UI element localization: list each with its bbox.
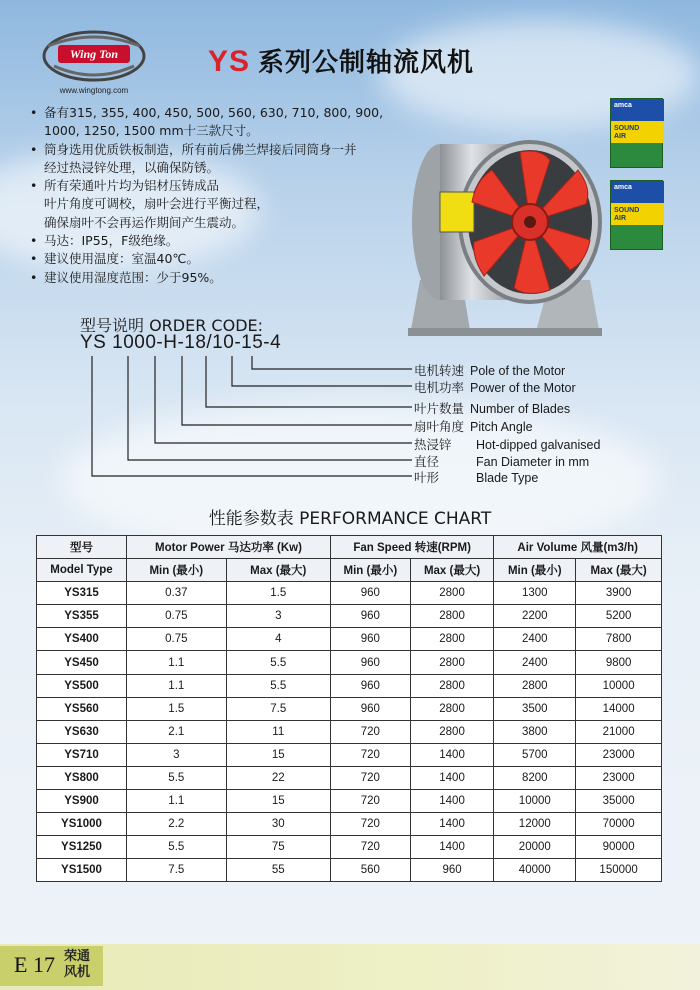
legend-cn: 叶形	[414, 470, 440, 485]
header-min: Min (最小)	[330, 559, 410, 582]
cell-model: YS710	[37, 743, 127, 766]
legend-en: Fan Diameter in mm	[476, 455, 590, 469]
table-row	[37, 605, 662, 628]
performance-table	[36, 535, 662, 882]
cell-speed-min: 960	[330, 628, 410, 651]
cell-power-min: 2.2	[127, 813, 227, 836]
cell-speed-max: 1400	[410, 813, 494, 836]
amca-sound-certification-icon	[610, 180, 663, 250]
cell-speed-max: 2800	[410, 628, 494, 651]
cell-air-max: 150000	[576, 859, 662, 882]
table-row	[37, 582, 662, 605]
table-row	[37, 766, 662, 789]
legend-cn: 直径	[414, 454, 440, 469]
cell-speed-max: 2800	[410, 651, 494, 674]
cell-air-max: 35000	[576, 790, 662, 813]
cell-model: YS1000	[37, 813, 127, 836]
legend-pitch-angle	[414, 417, 533, 435]
cell-speed-max: 1400	[410, 766, 494, 789]
feature-line: 马达：IP55，F级绝缘。	[44, 233, 179, 249]
cell-power-max: 55	[226, 859, 330, 882]
cell-speed-min: 720	[330, 720, 410, 743]
cell-model: YS355	[37, 605, 127, 628]
legend-en: Number of Blades	[470, 402, 571, 416]
header-max: Max (最大)	[410, 559, 494, 582]
header-max: Max (最大)	[576, 559, 662, 582]
cell-air-min: 3800	[494, 720, 576, 743]
table-row	[37, 651, 662, 674]
cell-model: YS630	[37, 720, 127, 743]
cell-air-min: 2200	[494, 605, 576, 628]
cell-speed-max: 1400	[410, 743, 494, 766]
legend-hot-dipped	[414, 435, 600, 453]
cell-air-min: 8200	[494, 766, 576, 789]
cell-power-min: 5.5	[127, 766, 227, 789]
legend-en: Hot-dipped galvanised	[476, 438, 601, 452]
cell-speed-min: 720	[330, 790, 410, 813]
cell-speed-min: 720	[330, 836, 410, 859]
footer-brand-line: 风机	[64, 965, 91, 980]
feature-line: 所有荣通叶片均为铝材压铸成品	[44, 178, 220, 194]
website-url: www.wingtong.com	[59, 86, 129, 95]
legend-cn: 热浸锌	[414, 437, 452, 452]
cell-power-min: 5.5	[127, 836, 227, 859]
feature-line: 建议使用温度：室温40℃。	[44, 251, 199, 267]
cell-model: YS900	[37, 790, 127, 813]
cell-model: YS800	[37, 766, 127, 789]
feature-line: 筒身选用优质铁板制造，所有前后佛兰焊接后同筒身一并	[44, 141, 357, 157]
bullet-icon: •	[30, 269, 38, 285]
table-row	[37, 628, 662, 651]
cell-power-max: 1.5	[226, 582, 330, 605]
feature-line: 备有315, 355, 400, 450, 500, 560, 630, 710, 800, 900,	[44, 105, 384, 120]
cell-speed-max: 2800	[410, 605, 494, 628]
page-title	[208, 42, 474, 79]
cell-air-max: 5200	[576, 605, 662, 628]
table-body	[37, 582, 662, 882]
legend-pole-of-motor	[414, 361, 565, 379]
cell-speed-min: 720	[330, 766, 410, 789]
cell-power-min: 1.5	[127, 697, 227, 720]
cell-power-max: 15	[226, 743, 330, 766]
table-subheader-row	[37, 559, 662, 582]
cell-speed-min: 720	[330, 813, 410, 836]
feature-line: 建议使用湿度范围：少于95%。	[44, 269, 222, 285]
cell-power-max: 15	[226, 790, 330, 813]
table-row	[37, 697, 662, 720]
legend-cn: 扇叶角度	[414, 419, 465, 434]
cell-air-min: 2400	[494, 651, 576, 674]
cell-air-min: 2400	[494, 628, 576, 651]
cell-air-min: 20000	[494, 836, 576, 859]
cell-speed-max: 2800	[410, 674, 494, 697]
feature-item	[30, 232, 410, 250]
cell-speed-min: 960	[330, 651, 410, 674]
table-row	[37, 743, 662, 766]
cell-speed-max: 2800	[410, 697, 494, 720]
header-fan-speed: Fan Speed 转速(RPM)	[330, 536, 493, 559]
cert-text: SOUND	[614, 207, 640, 214]
cell-air-min: 1300	[494, 582, 576, 605]
feature-line: 1000, 1250, 1500 mm十三款尺寸。	[44, 123, 259, 139]
cell-speed-min: 960	[330, 605, 410, 628]
legend-power-of-motor	[414, 378, 576, 396]
cell-air-min: 3500	[494, 697, 576, 720]
bullet-icon: •	[30, 178, 38, 194]
bullet-icon: •	[30, 251, 38, 267]
legend-number-of-blades	[414, 399, 570, 417]
legend-cn: 电机转速	[414, 363, 465, 378]
brand-logo	[40, 26, 148, 84]
cell-speed-max: 2800	[410, 582, 494, 605]
bullet-icon: •	[30, 233, 38, 249]
legend-cn: 叶片数量	[414, 401, 465, 416]
legend-en: Pole of the Motor	[470, 364, 566, 378]
cell-power-max: 22	[226, 766, 330, 789]
feature-item	[30, 104, 410, 141]
brand-logo-text: Wing Ton	[69, 47, 119, 61]
cell-speed-min: 960	[330, 582, 410, 605]
legend-cn: 电机功率	[414, 380, 465, 395]
cell-air-min: 40000	[494, 859, 576, 882]
cell-air-min: 12000	[494, 813, 576, 836]
cell-speed-max: 2800	[410, 720, 494, 743]
header-air-volume: Air Volume 风量(m3/h)	[494, 536, 662, 559]
cell-power-min: 7.5	[127, 859, 227, 882]
feature-line: 叶片角度可调校，扇叶会进行平衡过程，	[44, 196, 270, 212]
page-number: E 17	[14, 952, 55, 977]
bullet-icon: •	[30, 141, 38, 157]
bullet-icon: •	[30, 105, 38, 120]
legend-en: Blade Type	[476, 471, 539, 485]
header-max: Max (最大)	[226, 559, 330, 582]
cell-power-min: 0.37	[127, 582, 227, 605]
cell-air-min: 5700	[494, 743, 576, 766]
cell-power-min: 0.75	[127, 605, 227, 628]
footer-brand-line: 荣通	[64, 949, 91, 964]
cell-air-max: 7800	[576, 628, 662, 651]
cell-air-min: 10000	[494, 790, 576, 813]
cell-air-max: 90000	[576, 836, 662, 859]
header-motor-power: Motor Power 马达功率 (Kw)	[127, 536, 331, 559]
cell-air-max: 10000	[576, 674, 662, 697]
cell-speed-min: 960	[330, 674, 410, 697]
table-row	[37, 836, 662, 859]
feature-line: 确保扇叶不会再运作期间产生震动。	[44, 214, 245, 230]
header-model-en: Model Type	[37, 559, 127, 582]
cert-text: amca	[614, 184, 632, 191]
feature-list	[30, 104, 410, 287]
cell-air-max: 21000	[576, 720, 662, 743]
table-header-row	[37, 536, 662, 559]
table-row	[37, 790, 662, 813]
amca-air-certification-icon	[610, 98, 663, 168]
cert-text: SOUND	[614, 125, 640, 132]
cell-power-max: 4	[226, 628, 330, 651]
cell-air-max: 9800	[576, 651, 662, 674]
order-code-label: 型号说明 ORDER CODE:	[80, 316, 264, 335]
cell-power-max: 5.5	[226, 674, 330, 697]
feature-item	[30, 250, 410, 268]
cell-speed-max: 960	[410, 859, 494, 882]
cell-speed-max: 1400	[410, 836, 494, 859]
cell-power-max: 75	[226, 836, 330, 859]
cell-speed-min: 560	[330, 859, 410, 882]
cell-air-max: 23000	[576, 743, 662, 766]
cell-power-min: 3	[127, 743, 227, 766]
cell-air-min: 2800	[494, 674, 576, 697]
cert-text: AIR	[614, 215, 627, 222]
cell-power-max: 5.5	[226, 651, 330, 674]
header-min: Min (最小)	[127, 559, 227, 582]
cell-power-min: 1.1	[127, 790, 227, 813]
cell-power-max: 7.5	[226, 697, 330, 720]
cell-power-min: 2.1	[127, 720, 227, 743]
header-min: Min (最小)	[494, 559, 576, 582]
legend-en: Power of the Motor	[470, 381, 576, 395]
cell-speed-min: 720	[330, 743, 410, 766]
cell-air-max: 14000	[576, 697, 662, 720]
cell-air-max: 3900	[576, 582, 662, 605]
legend-blade-type	[414, 468, 538, 486]
cell-model: YS1250	[37, 836, 127, 859]
cell-power-min: 1.1	[127, 651, 227, 674]
page-footer	[0, 944, 700, 990]
cell-power-max: 11	[226, 720, 330, 743]
table-row	[37, 859, 662, 882]
feature-item	[30, 269, 410, 287]
footer-brand	[64, 949, 100, 981]
table-row	[37, 813, 662, 836]
order-code: YS 1000-H-18/10-15-4	[80, 332, 282, 353]
cell-model: YS500	[37, 674, 127, 697]
table-row	[37, 720, 662, 743]
cell-air-max: 70000	[576, 813, 662, 836]
cell-power-min: 0.75	[127, 628, 227, 651]
cell-model: YS450	[37, 651, 127, 674]
title-prefix: YS	[208, 45, 251, 78]
cell-speed-min: 960	[330, 697, 410, 720]
title-text: 系列公制轴流风机	[258, 48, 475, 78]
cell-power-min: 1.1	[127, 674, 227, 697]
cell-model: YS315	[37, 582, 127, 605]
table-row	[37, 674, 662, 697]
cell-power-max: 3	[226, 605, 330, 628]
cert-text: AIR	[614, 133, 627, 140]
feature-item	[30, 141, 410, 178]
feature-item	[30, 177, 410, 232]
cert-text: amca	[614, 102, 632, 109]
performance-chart-title: 性能参数表 PERFORMANCE CHART	[208, 509, 492, 529]
axial-fan-image	[400, 130, 610, 345]
cell-model: YS560	[37, 697, 127, 720]
cell-power-max: 30	[226, 813, 330, 836]
cell-model: YS400	[37, 628, 127, 651]
cell-speed-max: 1400	[410, 790, 494, 813]
legend-en: Pitch Angle	[470, 420, 533, 434]
header-model-cn: 型号	[37, 536, 127, 559]
feature-line: 经过热浸锌处理，以确保防锈。	[44, 159, 220, 175]
cell-model: YS1500	[37, 859, 127, 882]
cell-air-max: 23000	[576, 766, 662, 789]
